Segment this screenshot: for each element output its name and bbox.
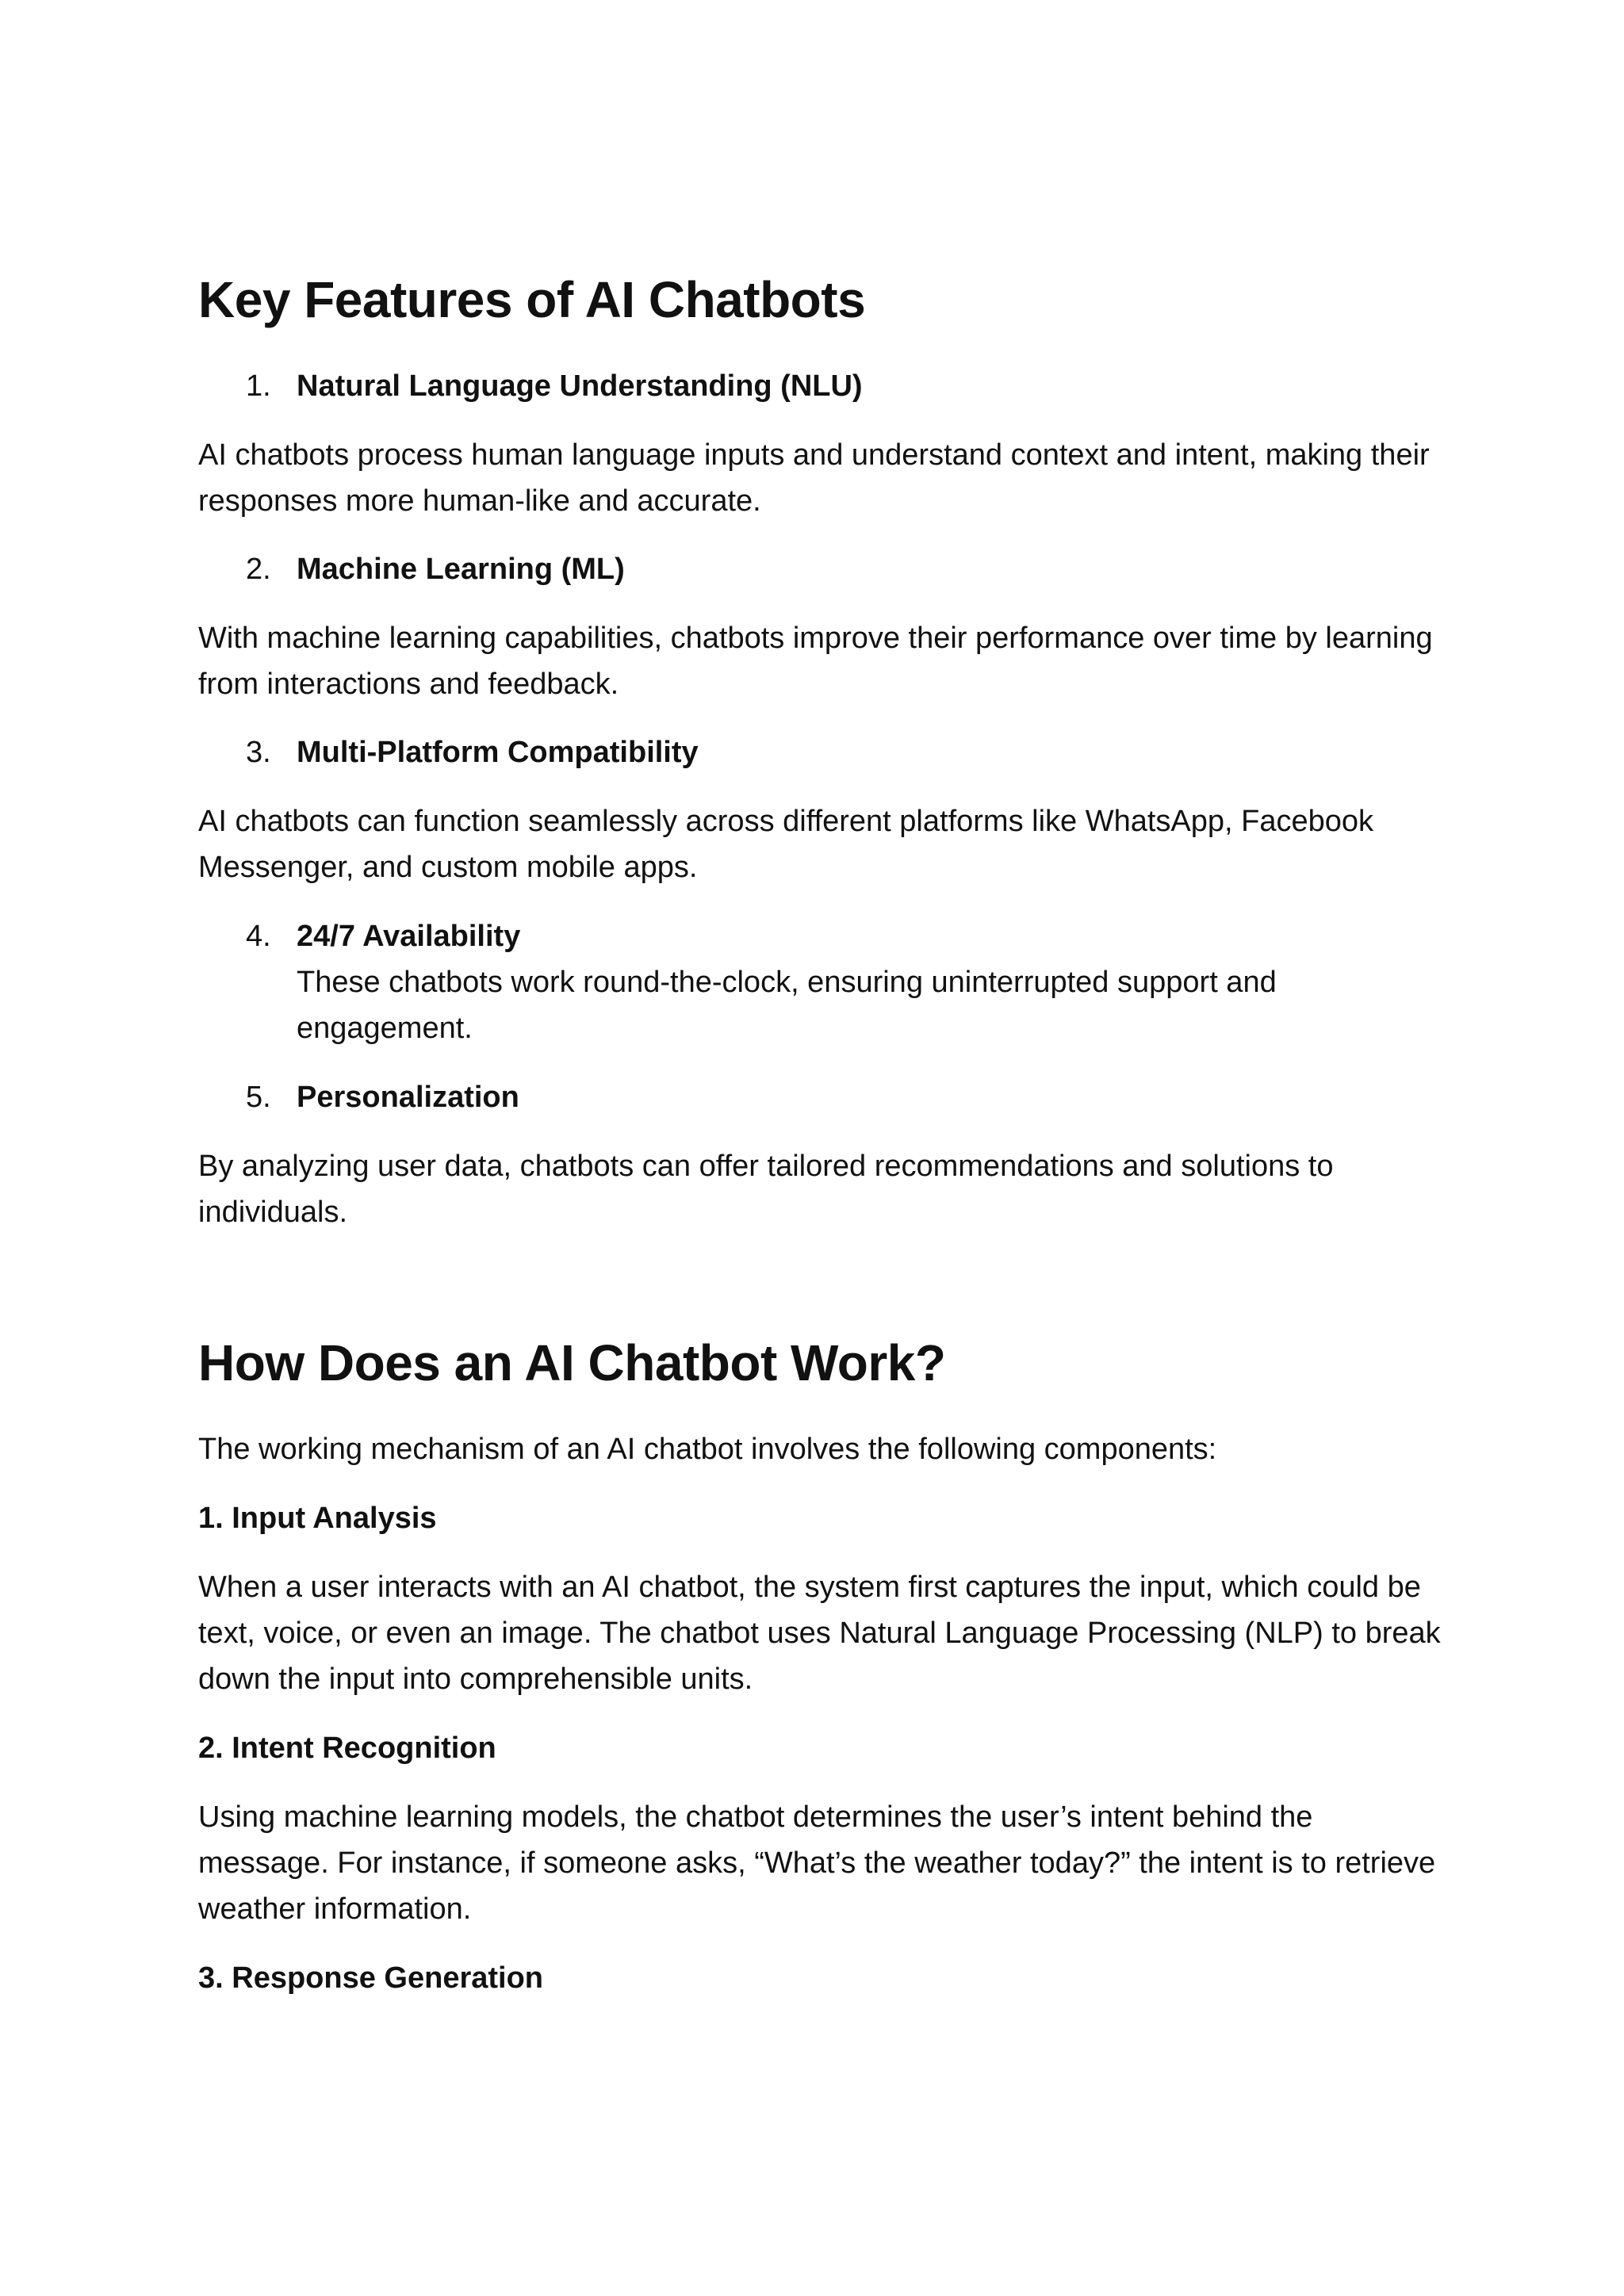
list-number: 3. [246,736,271,769]
list-number: 2. [246,553,271,586]
paragraph: Using machine learning models, the chatbot determines the user’s intent behind the message. For instance, if someone asks, “What’s the weather today?” the intent is to retrieve weather information. [198,1800,1436,1926]
intro-paragraph: The working mechanism of an AI chatbot involves the following components: [198,1433,1217,1466]
list-item-description: These chatbots work round-the-clock, ensuring uninterrupted support and engagement. [297,966,1277,1045]
paragraph: AI chatbots can function seamlessly across different platforms like WhatsApp, Facebook Messenger, and custom mobile apps. [198,805,1373,884]
step-heading: 2. Intent Recognition [198,1732,496,1765]
list-item-title: Multi-Platform Compatibility [297,736,699,769]
paragraph: AI chatbots process human language inputs and understand context and intent, making their responses more human-like and accurate. [198,438,1430,518]
step-heading: 1. Input Analysis [198,1502,437,1535]
list-item-title: Machine Learning (ML) [297,553,625,586]
list-number: 1. [246,369,271,403]
section-title-how-it-works: How Does an AI Chatbot Work? [198,1334,946,1391]
paragraph: By analyzing user data, chatbots can offer tailored recommendations and solutions to individuals. [198,1150,1334,1229]
list-number: 4. [246,920,271,953]
list-item-title: Personalization [297,1081,519,1114]
list-item-title: Natural Language Understanding (NLU) [297,369,863,403]
list-item-title: 24/7 Availability [297,920,521,953]
step-heading: 3. Response Generation [198,1961,544,1995]
paragraph: When a user interacts with an AI chatbot, the system first captures the input, which could be text, voice, or even an image. The chatbot uses Natural Language Processing (NLP) to break down the input into comprehensible units. [198,1571,1441,1696]
paragraph: With machine learning capabilities, chatbots improve their performance over time by learning from interactions and feedback. [198,622,1433,701]
list-number: 5. [246,1081,271,1114]
section-title-key-features: Key Features of AI Chatbots [198,271,866,328]
